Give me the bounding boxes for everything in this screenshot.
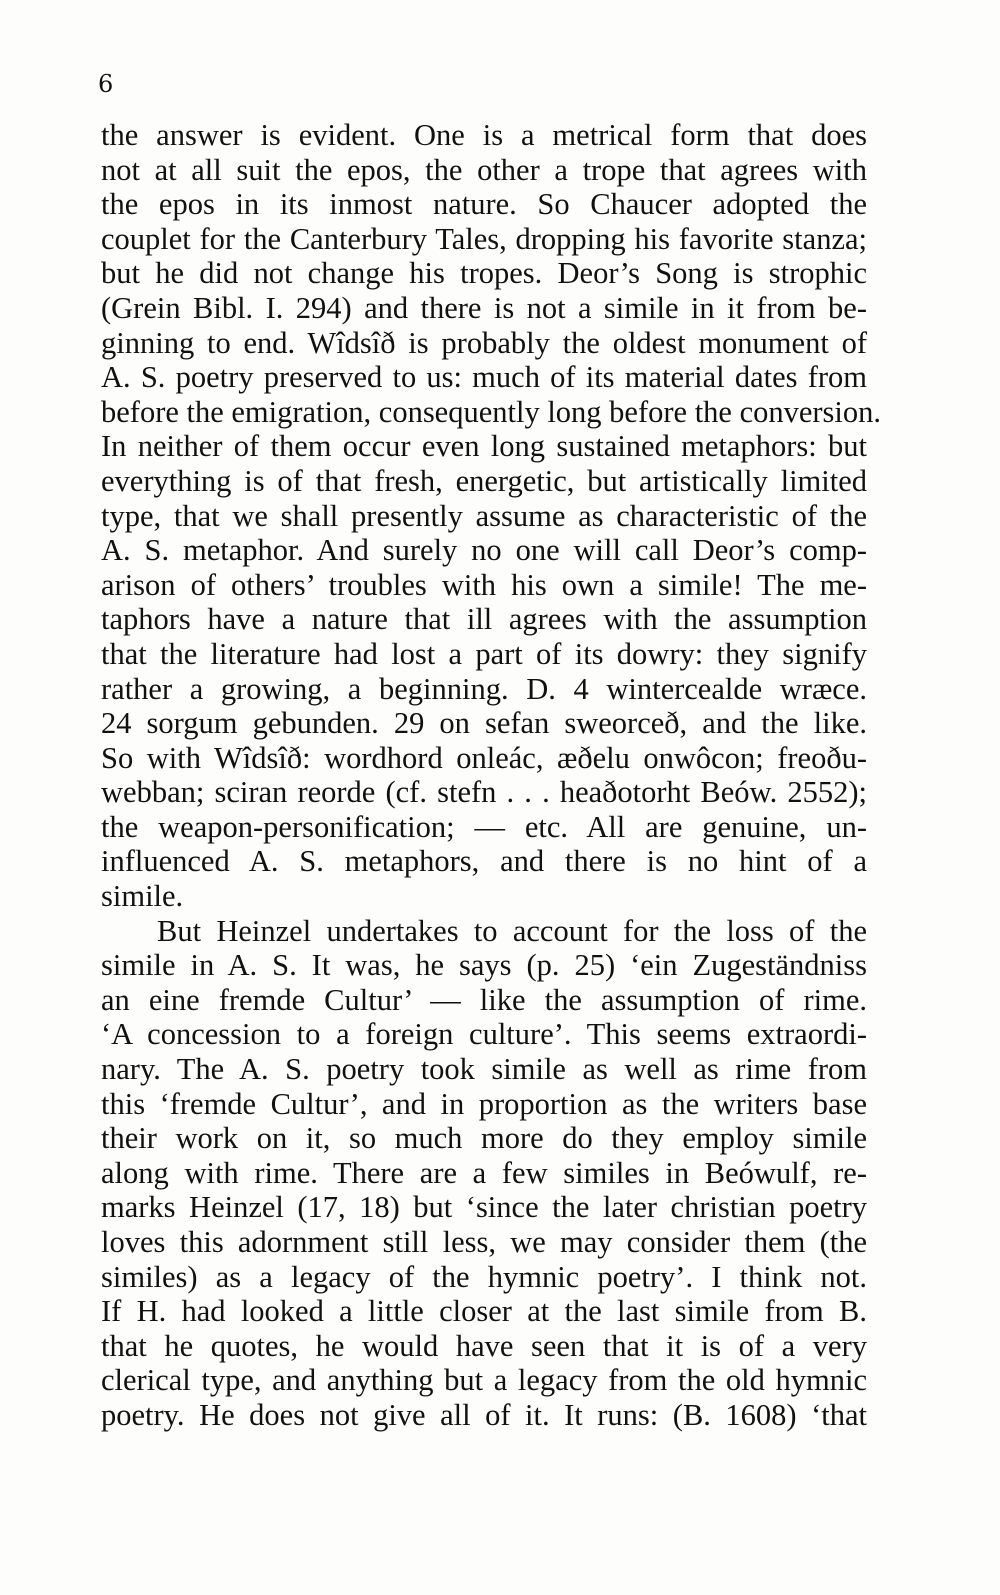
text-line: the answer is evident. One is a metrical form that does [101,118,867,152]
text-line: ginning to end. Wîdsîð is probably the oldest monument of [101,325,867,360]
text-line: arison of others’ troubles with his own a simile! The me- [101,567,867,602]
text-line: taphors have a nature that ill agrees with the assumption [101,602,867,637]
text-line: A. S. poetry preserved to us: much of its material dates from [101,360,867,395]
text-line: the epos in its inmost nature. So Chaucer adopted the [101,187,867,222]
text-line: their work on it, so much more do they employ simile [101,1121,867,1156]
text-line: this ‘fremde Cultur’, and in proportion as the writers base [101,1086,867,1121]
text-line: similes) as a legacy of the hymnic poetry’. I think not. [101,1259,867,1294]
text-line: So with Wîdsîð: wordhord onleác, æðelu onwôcon; freoðu- [101,740,867,775]
text-line: poetry. He does not give all of it. It runs: (B. 1608) ‘that [101,1397,867,1432]
text-line: loves this adornment still less, we may consider them (the [101,1225,867,1259]
text-line: webban; sciran reorde (cf. stefn . . . heaðotorht Beów. 2552); [101,775,867,810]
text-line: In neither of them occur even long sustained metaphors: but [101,429,867,464]
text-line: the weapon-personification; — etc. All are genuine, un- [101,809,867,844]
text-line: before the emigration, consequently long before the conversion. [101,394,882,429]
text-line: simile in A. S. It was, he says (p. 25) ‘ein Zugeständniss [101,948,867,983]
text-line: along with rime. There are a few similes in Beówulf, re- [101,1155,867,1190]
body-text [101,118,882,1433]
text-line: everything is of that fresh, energetic, but artistically limited [101,463,867,498]
text-line: nary. The A. S. poetry took simile as well as rime from [101,1052,867,1087]
text-line: simile. [101,879,184,914]
text-line: type, that we shall presently assume as characteristic of the [101,498,867,533]
page-number: 6 [98,70,114,98]
text-line: 24 sorgum gebunden. 29 on sefan sweorceð, and the like. [101,706,867,741]
text-line: an eine fremde Cultur’ — like the assumption of rime. [101,982,867,1017]
text-line: (Grein Bibl. I. 294) and there is not a simile in it from be- [101,290,867,325]
text-line: marks Heinzel (17, 18) but ‘since the later christian poetry [101,1190,867,1225]
text-line: A. S. metaphor. And surely no one will call Deor’s comp- [101,533,867,568]
text-line: If H. had looked a little closer at the last simile from B. [101,1294,867,1329]
text-line: ‘A concession to a foreign culture’. This seems extraordi- [101,1017,867,1052]
text-line: that he quotes, he would have seen that it is of a very [101,1328,867,1363]
text-line: couplet for the Canterbury Tales, dropping his favorite stanza; [101,221,867,256]
text-line: not at all suit the epos, the other a trope that agrees with [101,152,867,187]
text-line: influenced A. S. metaphors, and there is no hint of a [101,844,867,879]
text-line: that the literature had lost a part of its dowry: they signify [101,636,867,671]
text-line: rather a growing, a beginning. D. 4 wintercealde wræce. [101,671,867,706]
text-line: but he did not change his tropes. Deor’s Song is strophic [101,256,867,291]
paragraph-start-line: But Heinzel undertakes to account for the loss of the [157,913,867,948]
text-line: clerical type, and anything but a legacy from the old hymnic [101,1363,867,1398]
